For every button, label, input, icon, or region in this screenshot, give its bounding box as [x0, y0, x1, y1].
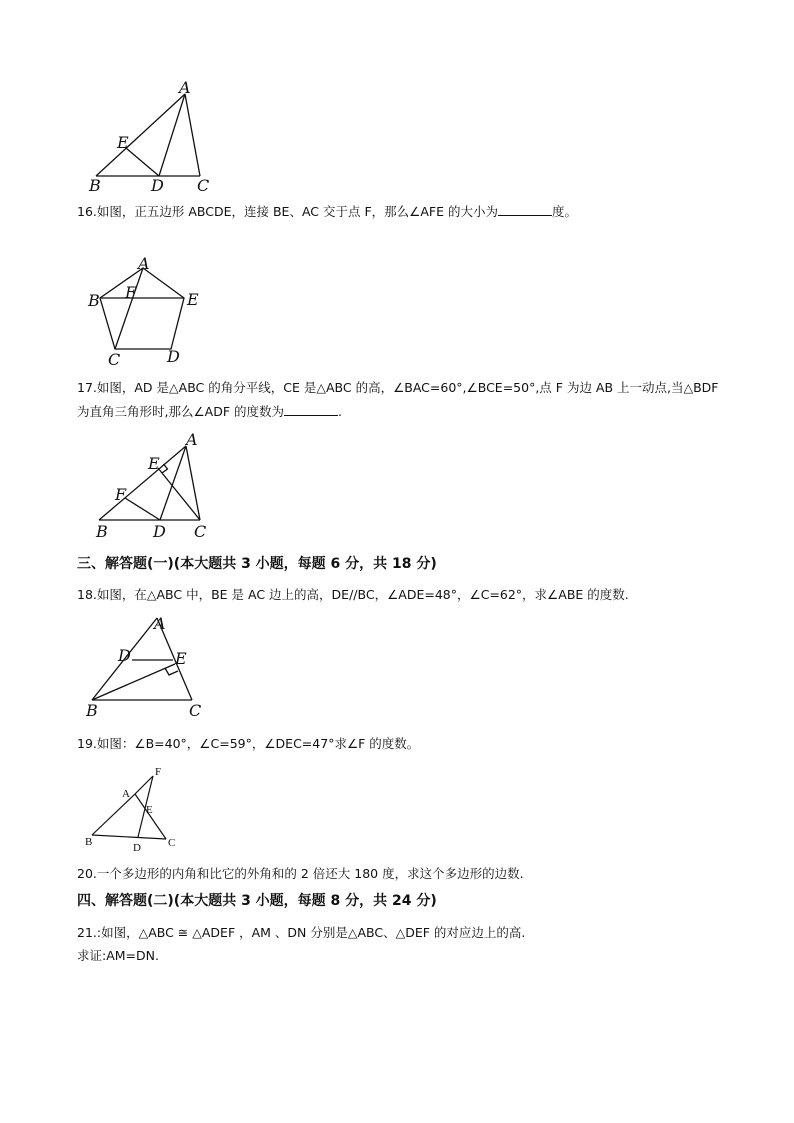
question-17-line2 — [77, 403, 342, 421]
segment-fd — [125, 498, 160, 520]
figure-q18 — [82, 613, 212, 723]
label-c: C — [108, 350, 121, 369]
label-f: F — [115, 485, 127, 504]
q17-text-line2: 为直角三角形时,那么∠ADF 的度数为 — [77, 404, 285, 419]
segment-ab — [92, 794, 135, 835]
label-e: E — [146, 804, 153, 816]
segment-ed — [126, 148, 159, 176]
label-b: B — [88, 291, 100, 310]
segment-bc — [92, 835, 166, 839]
answer-blank-16[interactable] — [498, 203, 552, 216]
figure-q16 — [85, 255, 205, 370]
label-d: D — [133, 842, 141, 854]
label-a: A — [186, 430, 198, 449]
label-e: E — [117, 133, 129, 152]
figure-q17 — [90, 430, 220, 542]
label-c: C — [189, 701, 202, 720]
label-d: D — [153, 522, 166, 541]
question-19: 19.如图：∠B=40°，∠C=59°，∠DEC=47°求∠F 的度数。 — [77, 736, 420, 751]
figure-q15 — [80, 78, 220, 193]
triangle-with-bisector-diagram — [90, 430, 220, 542]
label-d: D — [151, 176, 164, 195]
section-4-heading: 四、解答题(二)(本大题共 3 小题，每题 8 分，共 24 分) — [77, 893, 437, 909]
right-angle-mark — [165, 668, 178, 675]
triangle-parallel-diagram — [82, 613, 212, 723]
question-17-line1 — [77, 379, 719, 397]
q16-text: 16.如图，正五边形 ABCDE，连接 BE、AC 交于点 F，那么∠AFE 的大小为 — [77, 204, 498, 219]
label-c: C — [197, 176, 210, 195]
answer-blank-17[interactable] — [284, 403, 338, 416]
label-b: B — [89, 176, 101, 195]
segment-ce — [158, 468, 200, 520]
label-c: C — [168, 837, 176, 849]
question-18: 18.如图，在△ABC 中，BE 是 AC 边上的高，DE//BC，∠ADE=48°，∠C=62°，求∠ABE 的度数. — [77, 587, 629, 602]
label-b: B — [85, 836, 93, 848]
segment-ac — [186, 446, 200, 520]
label-d: D — [118, 646, 131, 665]
label-b: B — [96, 522, 108, 541]
label-d: D — [167, 347, 180, 366]
pentagon-abcde — [100, 268, 184, 349]
label-e: E — [187, 290, 199, 309]
segment-ac — [115, 268, 143, 349]
triangle-abc-diagram — [80, 78, 220, 193]
label-c: C — [194, 522, 207, 541]
pentagon-diagram — [85, 255, 205, 370]
label-f: F — [125, 283, 137, 302]
segment-be — [92, 664, 175, 700]
q17-text-line1: 17.如图，AD 是△ABC 的角分平线，CE 是△ABC 的高，∠BAC=60°,∠BCE=50°,点 F 为边 AB 上一动点,当△BDF — [77, 380, 719, 395]
label-b: B — [86, 701, 98, 720]
label-a: A — [154, 614, 166, 633]
label-e: E — [175, 649, 187, 668]
q17-period: . — [338, 404, 343, 419]
question-20: 20.一个多边形的内角和比它的外角和的 2 倍还大 180 度，求这个多边形的边数. — [77, 866, 524, 881]
question-21-line2: 求证:AM=DN. — [77, 948, 159, 963]
question-21-line1: 21.:如图，△ABC ≅ △ADEF ，AM 、DN 分别是△ABC、△DEF 的对应边上的高. — [77, 925, 526, 940]
q16-unit: 度。 — [551, 204, 577, 219]
label-e: E — [148, 454, 160, 473]
question-16 — [77, 203, 577, 221]
figure-q19 — [82, 763, 192, 858]
segment-ac — [185, 94, 200, 176]
section-3-heading: 三、解答题(一)(本大题共 3 小题，每题 6 分，共 18 分) — [77, 556, 437, 572]
triangle-extended-diagram — [82, 763, 192, 858]
label-a: A — [138, 254, 150, 273]
label-a: A — [122, 788, 130, 800]
label-f: F — [155, 766, 162, 778]
label-a: A — [179, 78, 191, 97]
